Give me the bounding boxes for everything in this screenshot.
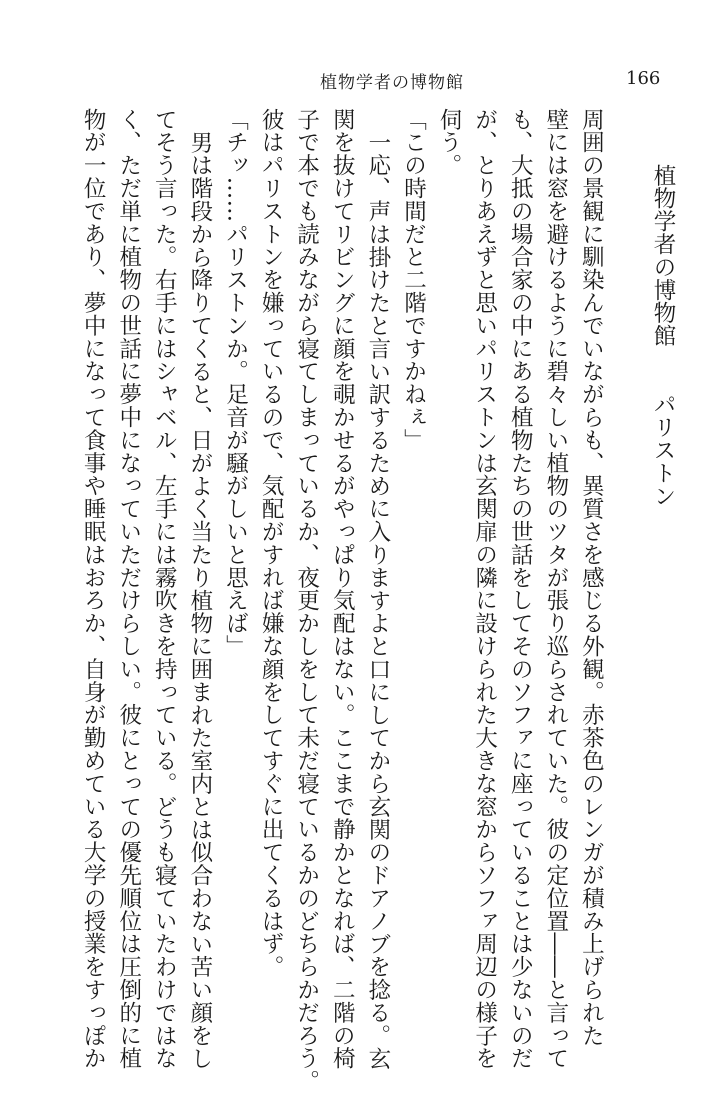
running-head-title: 植物学者の博物館 <box>320 73 464 93</box>
dialogue-line: 「チッ……パリストンか。足音が騒がしいと思えば」 <box>222 108 249 658</box>
chapter-title: 植物学者の博物館 パリストン <box>650 164 676 508</box>
dialogue-line: 「この時間だと二階ですかねぇ」 <box>400 108 427 452</box>
text-line: も、大抵の場合家の中にある植物たちの世話をしてそのソファに座っていることは少ないのだ <box>507 108 534 1070</box>
text-line: く、ただ単に植物の世話に夢中になっていただけらしい。彼にとっての優先順位は圧倒的に植 <box>115 108 142 1070</box>
text-line: 壁には窓を避けるように碧々しい植物のツタが張り巡らされていた。彼の定位置――と言って <box>542 108 569 1070</box>
vertical-text-body <box>80 108 680 1093</box>
text-line: 子で本でも読みながら寝てしまっているか、夜更かしをして未だ寝ているかのどちらかだろう。 <box>293 108 320 1093</box>
text-line: 物が一位であり、夢中になって食事や睡眠はおろか、自身が勤めている大学の授業をすっぽか <box>80 108 107 1070</box>
page-number: 166 <box>626 68 661 89</box>
text-line: 一応、声は掛けたと言い訳するために入りますよと口にしてから玄関のドアノブを捻る。玄 <box>364 130 391 1070</box>
text-line: 彼はパリストンを嫌っているので、気配がすれば嫌な顔をしてすぐに出てくるはず。 <box>258 108 285 979</box>
text-line: てそう言った。右手にはシャベル、左手には霧吹きを持っている。どうも寝ていたわけではな <box>151 108 178 1070</box>
text-line: 男は階段から降りてくると、日がよく当たり植物に囲まれた室内とは似合わない苦い顔をし <box>186 130 213 1070</box>
text-line: 周囲の景観に馴染んでいながらも、異質さを感じる外観。赤茶色のレンガが積み上げられた <box>578 108 605 1047</box>
text-line: 伺う。 <box>436 108 463 177</box>
text-line: 関を抜けてリビングに顔を覗かせるがやっぱり気配はない。ここまで静かとなれば、二階の椅 <box>329 108 356 1070</box>
text-line: が、とりあえずと思いパリストンは玄関扉の隣に設けられた大きな窓からソファ周辺の様子を <box>471 108 498 1070</box>
